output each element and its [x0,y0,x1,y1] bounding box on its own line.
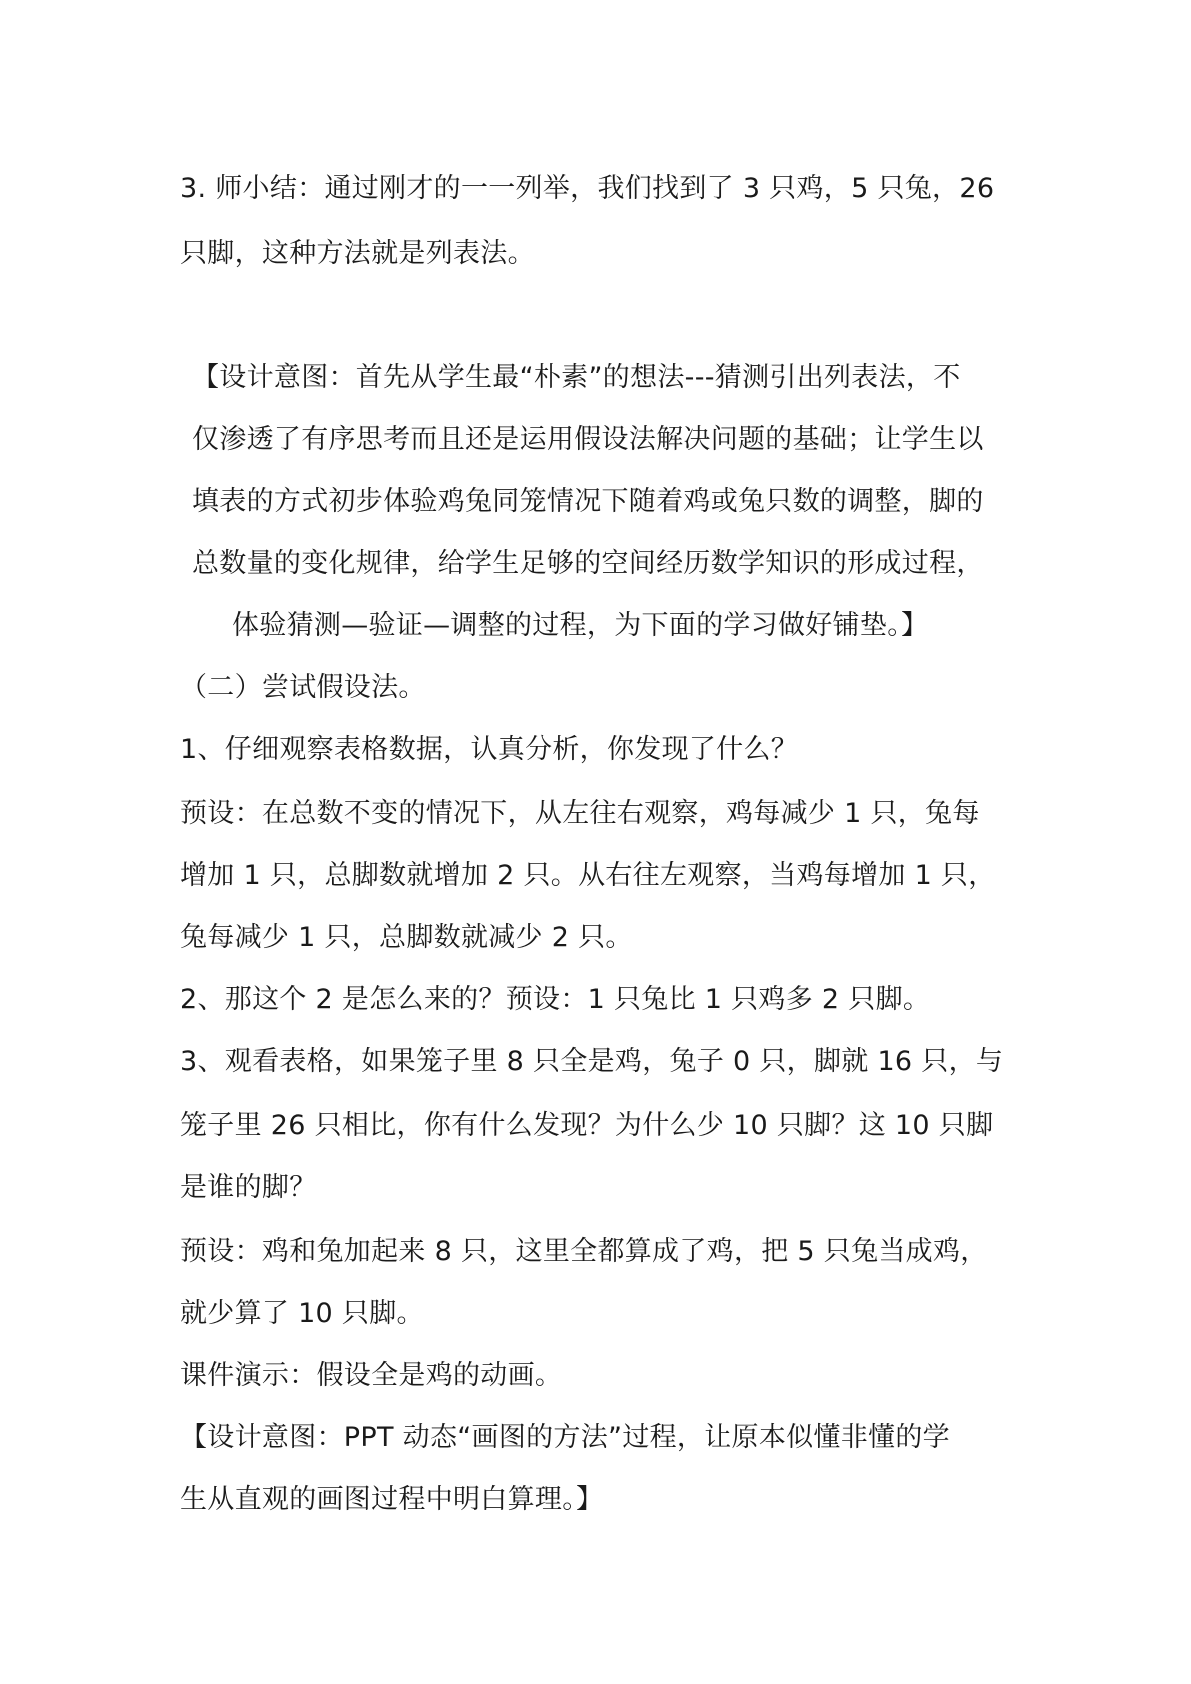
text-line: 课件演示：假设全是鸡的动画。 [180,1360,563,1391]
design-intent-line: 【设计意图：首先从学生最“朴素”的想法---猜测引出列表法，不 [192,362,961,393]
design-intent-line: 总数量的变化规律，给学生足够的空间经历数学知识的形成过程， [192,548,984,579]
text-line: 预设：在总数不变的情况下，从左往右观察，鸡每减少 1 只，兔每 [180,798,980,829]
text-line: 就少算了 10 只脚。 [180,1298,424,1329]
text-line: 笼子里 26 只相比，你有什么发现？为什么少 10 只脚？这 10 只脚 [180,1110,994,1141]
text-line: 是谁的脚？ [180,1172,317,1203]
design-intent-line: 体验猜测—验证—调整的过程，为下面的学习做好铺垫。】 [232,610,929,641]
text-line: 3. 师小结：通过刚才的一一列举，我们找到了 3 只鸡，5 只兔，26 [180,173,995,204]
text-line: 2、那这个 2 是怎么来的？预设：1 只兔比 1 只鸡多 2 只脚。 [180,984,931,1015]
section-heading: （二）尝试假设法。 [180,672,426,703]
design-intent-line: 仅渗透了有序思考而且还是运用假设法解决问题的基础；让学生以 [192,424,984,455]
text-line: 兔每减少 1 只，总脚数就减少 2 只。 [180,922,633,953]
text-line: 增加 1 只，总脚数就增加 2 只。从右往左观察，当鸡每增加 1 只， [180,860,996,891]
text-line: 3、观看表格，如果笼子里 8 只全是鸡，兔子 0 只，脚就 16 只，与 [180,1046,1004,1077]
design-intent-line: 填表的方式初步体验鸡兔同笼情况下随着鸡或兔只数的调整，脚的 [192,486,984,517]
design-intent-line: 生从直观的画图过程中明白算理。】 [180,1484,604,1515]
design-intent-line: 【设计意图：PPT 动态“画图的方法”过程，让原本似懂非懂的学 [180,1422,950,1453]
text-line: 1、仔细观察表格数据，认真分析，你发现了什么？ [180,734,799,765]
text-line: 预设：鸡和兔加起来 8 只，这里全都算成了鸡，把 5 只兔当成鸡， [180,1236,988,1267]
text-line: 只脚，这种方法就是列表法。 [180,238,535,269]
